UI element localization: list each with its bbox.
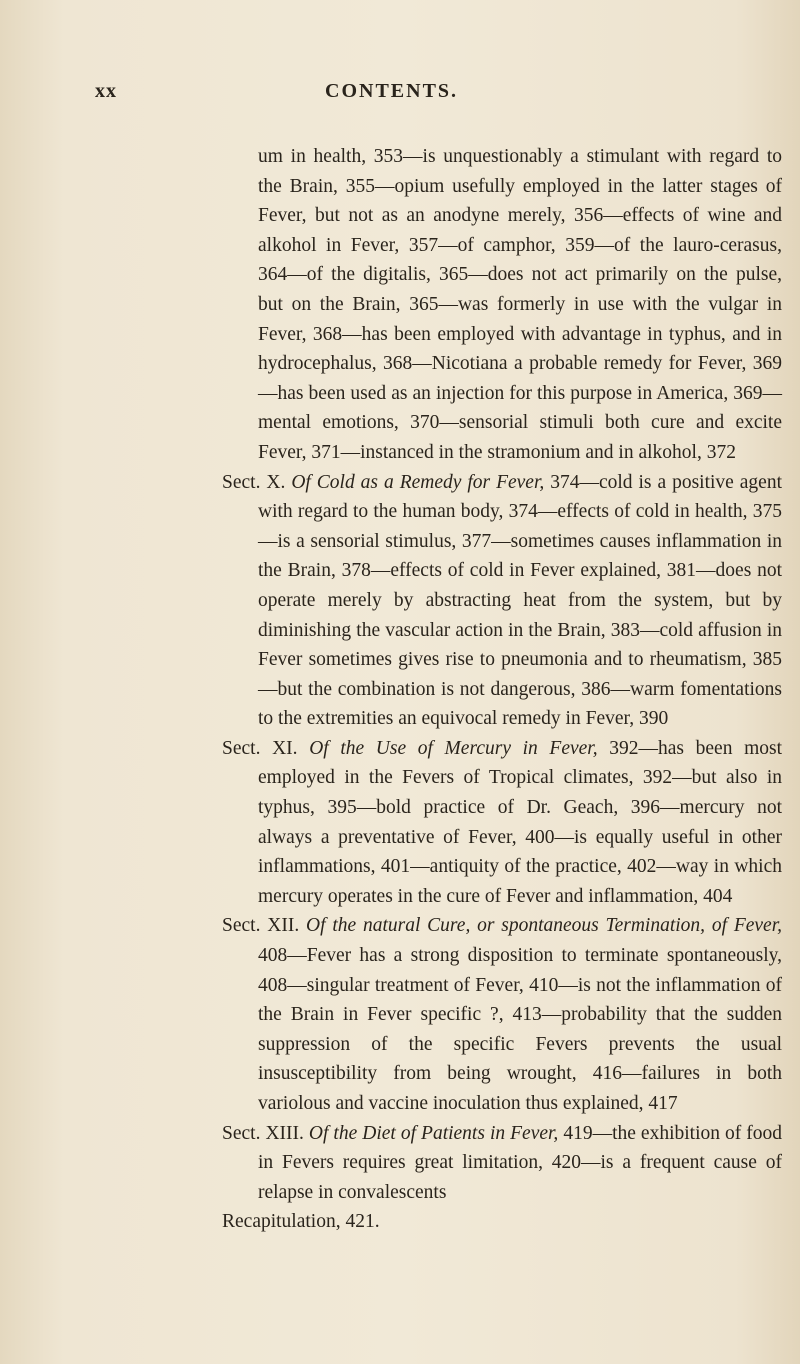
section-label: Sect. XII. (222, 915, 300, 937)
section-title: Of the Use of Mercury in Fever, (309, 737, 598, 759)
recapitulation-paragraph (222, 1207, 782, 1237)
section-title: Of the natural Cure, or spontaneous Termination, of Fever, (306, 915, 783, 937)
section-label: Sect. XIII. (222, 1122, 304, 1144)
paragraph-text: um in health, 353—is unquestionably a stimulant with regard to the Brain, 355—opium usefully employed in the latter stages of Fever, but not as an anodyne merely, 356—effects of wine and alkohol in Fever, 357—of camphor, 359—of the lauro-cerasus, 364—of the digitalis, 365—does not act primarily on the pulse, but on the Brain, 365—was formerly in use with the vulgar in Fever, 368—has been employed with advantage in typhus, and in hydrocephalus, 368—Nicotiana a probable remedy for Fever, 369—has been used as an injection for this purpose in America, 369—mental emotions, 370—sensorial stimuli both cure and excite Fever, 371—instanced in the stramonium and in alkohol, 372 (258, 146, 782, 463)
contents-body (222, 142, 782, 1237)
page-header (95, 80, 740, 120)
section-title: Of the Diet of Patients in Fever, (308, 1122, 559, 1144)
section-xiii-paragraph (222, 1119, 782, 1208)
page-folio: xx (95, 80, 117, 102)
section-label: Sect. X. (222, 471, 286, 493)
section-title: Of Cold as a Remedy for Fever, (291, 471, 545, 493)
section-xii-paragraph (222, 911, 782, 1118)
continuation-paragraph (222, 142, 782, 468)
paragraph-text: 392—has been most employed in the Fevers of Tropical climates, 392—but also in typhus, 395—bold practice of Dr. Geach, 396—mercury not always a preventative of Fever, 400—is equally useful in other inflammations, 401—antiquity of the practice, 402—way in which mercury operates in the cure of Fever and inflammation, 404 (258, 737, 783, 907)
running-head: CONTENTS. (325, 80, 459, 102)
section-xi-paragraph (222, 734, 782, 912)
paragraph-text: 374—cold is a positive agent with regard to the human body, 374—effects of cold in health, 375—is a sensorial stimulus, 377—sometimes causes inflammation in the Brain, 378—effects of cold in Fever explained, 381—does not operate merely by abstracting heat from the system, but by diminishing the vascular action in the Brain, 383—cold affusion in Fever sometimes gives rise to pneumonia and to rheumatism, 385—but the combination is not dangerous, 386—warm fomentations to the extremities an equivocal remedy in Fever, 390 (258, 471, 783, 730)
recapitulation-text: Recapitulation, 421. (222, 1211, 380, 1233)
paragraph-text: 408—Fever has a strong disposition to terminate spontaneously, 408—singular treatment of Fever, 410—is not the inflammation of the Brain in Fever specific ?, 413—probability that the sudden suppression of the specific Fevers prevents the usual insusceptibility from being wrought, 416—failures in both variolous and vaccine inoculation thus explained, 417 (258, 945, 782, 1114)
paragraph-text: 419—the exhibition of food in Fevers requires great limitation, 420—is a frequent cause of relapse in convalescents (258, 1122, 782, 1203)
section-x-paragraph (222, 468, 782, 734)
section-label: Sect. XI. (222, 737, 298, 759)
